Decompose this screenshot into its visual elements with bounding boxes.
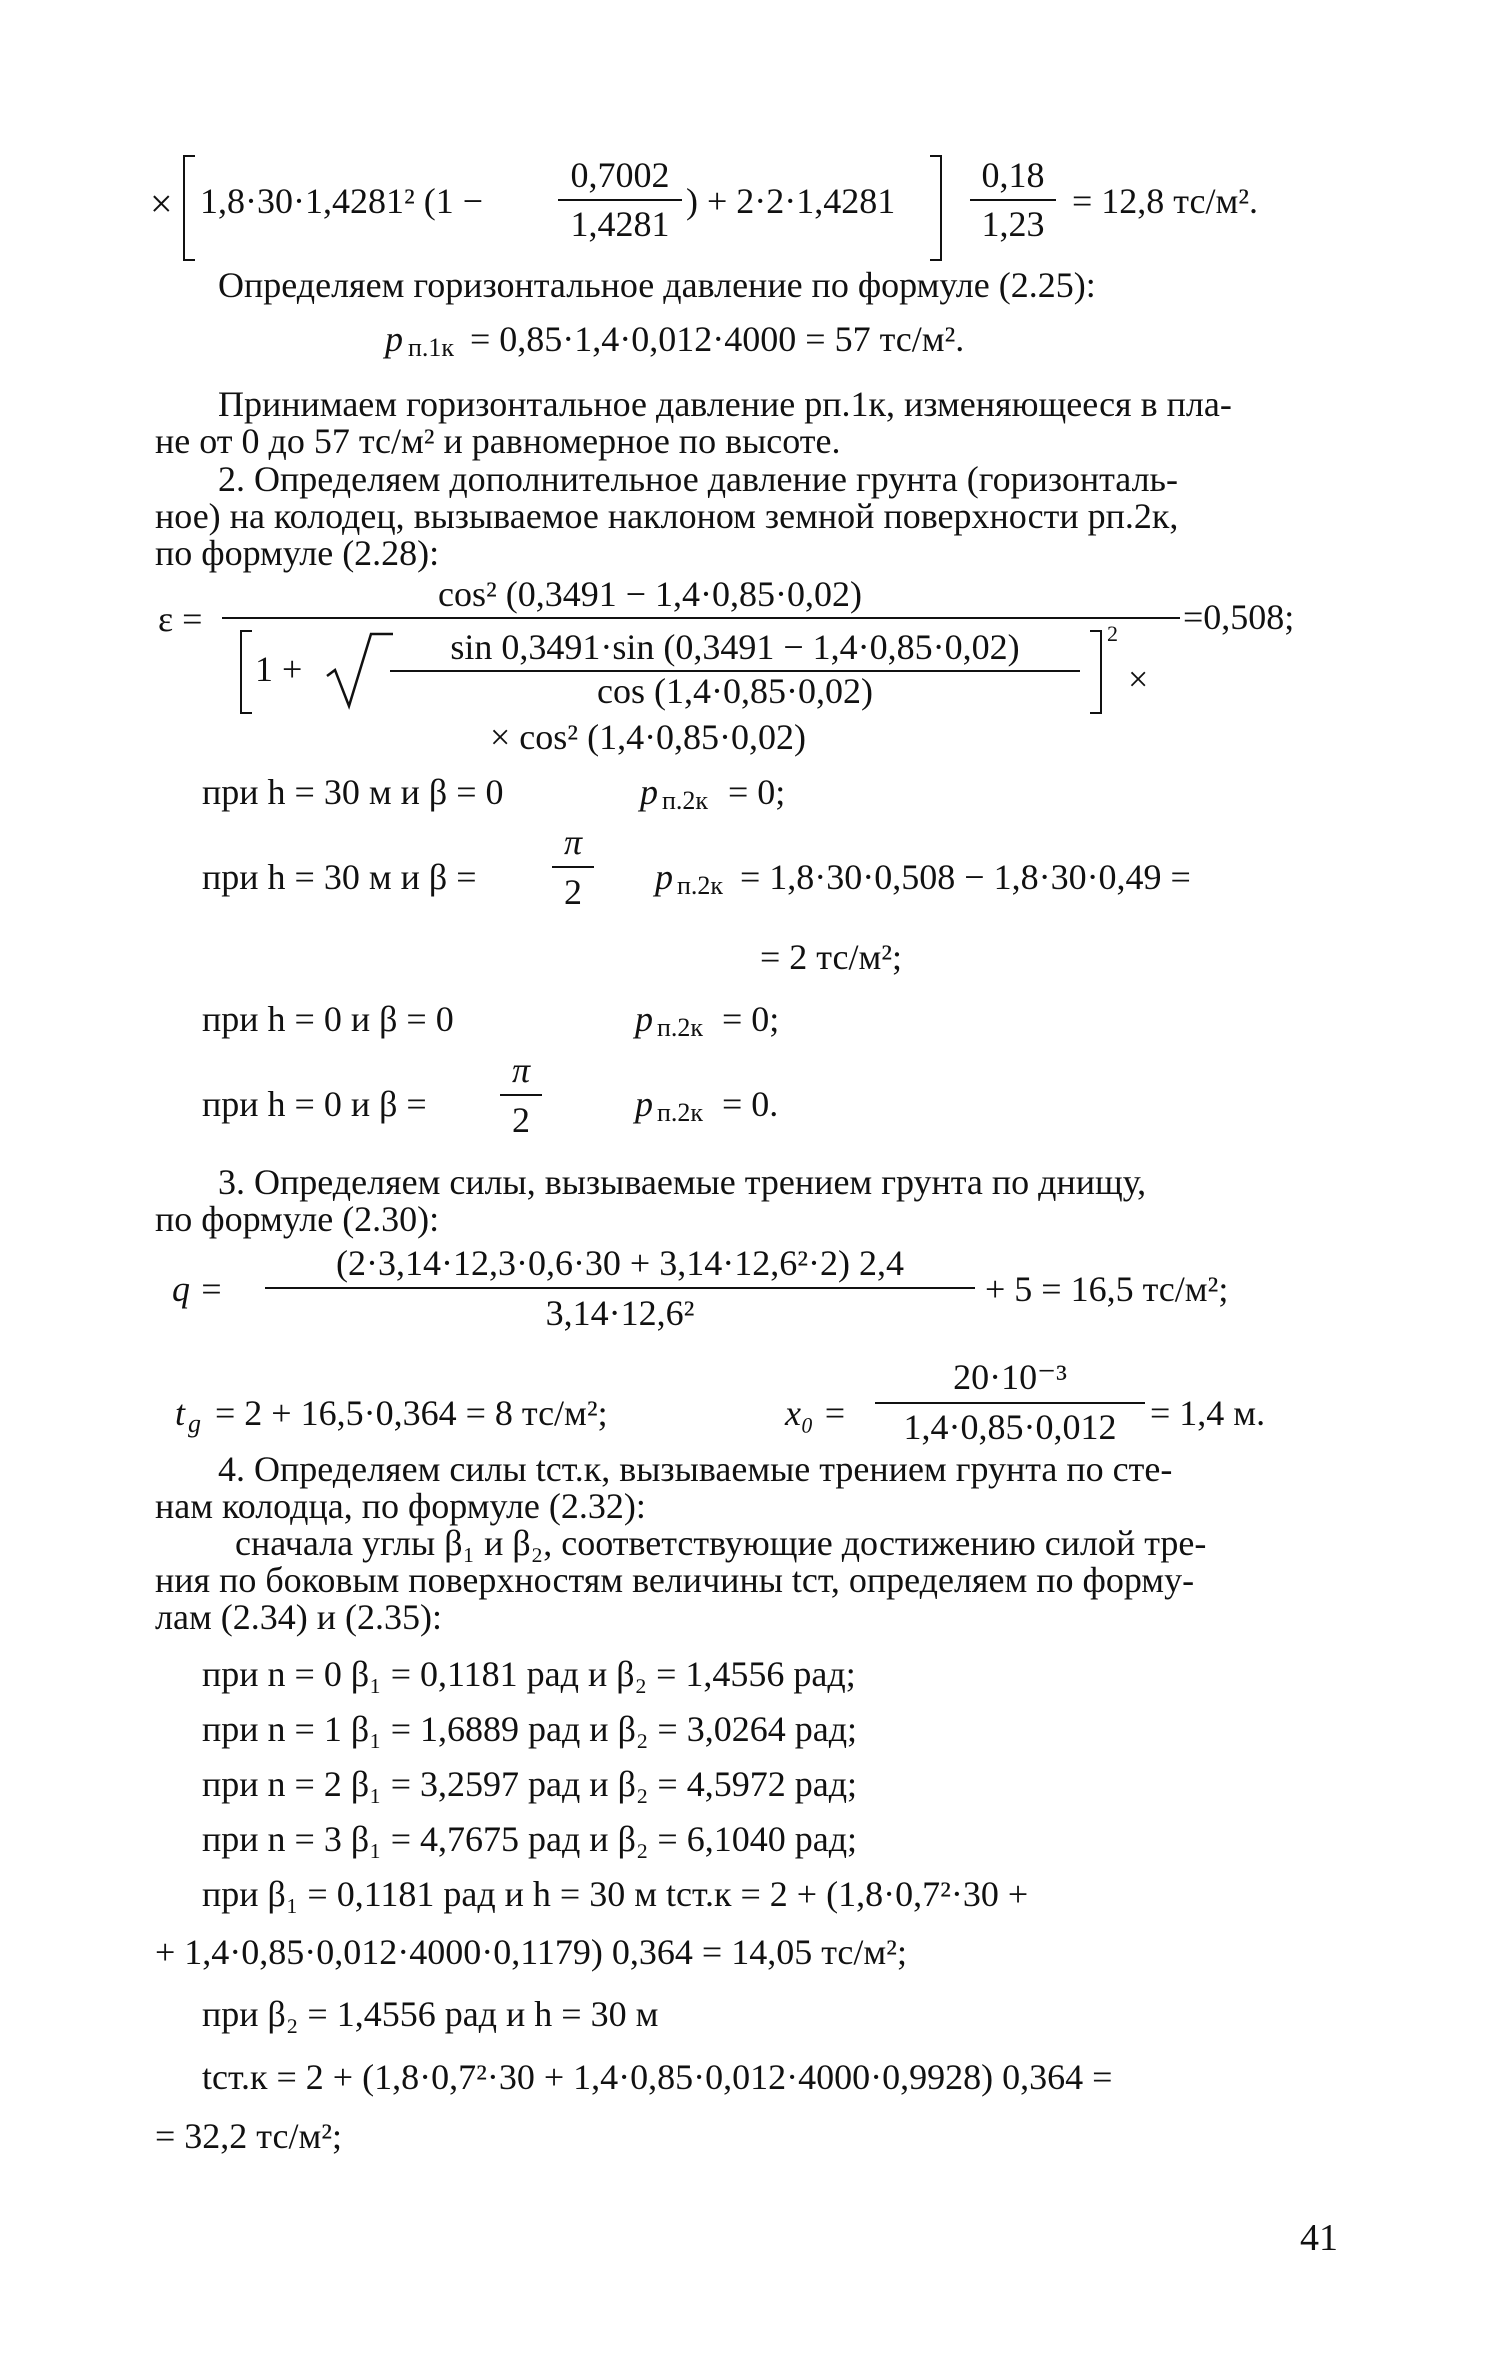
- x0-lhs: x₀ =: [785, 1393, 847, 1433]
- para-accept-line2: не от 0 до 57 тс/м² и равномерное по высоте.: [155, 421, 841, 461]
- case-p2k-4-pre: при h = 0 и β =: [202, 1084, 427, 1124]
- tg-sub: g: [188, 1409, 201, 1438]
- q-lhs: q =: [172, 1269, 224, 1309]
- case-p2k-4-pi: π: [511, 1050, 531, 1090]
- beta-case-n2: при n = 2 β₁ = 3,2597 рад и β₂ = 4,5972 рад;: [202, 1764, 858, 1804]
- case-p2k-3-rhs: = 0;: [722, 999, 780, 1039]
- tst1-line1: при β₁ = 0,1181 рад и h = 30 м tст.к = 2 + (1,8·0,7²·30 +: [202, 1874, 1029, 1914]
- q-den: 3,14·12,6²: [545, 1293, 695, 1333]
- case-p2k-3-p: p: [635, 999, 653, 1039]
- para-3-line1: 3. Определяем силы, вызываемые трением грунта по днищу,: [218, 1162, 1147, 1202]
- eq2-rhs: = 0,85·1,4·0,012·4000 = 57 тс/м².: [470, 319, 965, 359]
- case-p2k-4-sub: п.2к: [657, 1098, 704, 1127]
- para-4-line5: лам (2.34) и (2.35):: [155, 1597, 442, 1637]
- right-bracket: [930, 155, 942, 261]
- case-p2k-2-rhs: = 1,8·30·0,508 − 1,8·30·0,49 =: [740, 857, 1191, 897]
- case-p2k-2-cont: = 2 тс/м²;: [760, 937, 903, 977]
- eq1-result: = 12,8 тс/м².: [1072, 181, 1259, 221]
- case-p2k-2-two: 2: [564, 872, 582, 912]
- eq2-lhs: p: [385, 319, 403, 359]
- case-p2k-2-p: p: [655, 857, 673, 897]
- para-2-line3: по формуле (2.28):: [155, 533, 440, 573]
- beta-case-n3: при n = 3 β₁ = 4,7675 рад и β₂ = 6,1040 рад;: [202, 1819, 858, 1859]
- radical-sign-icon: [325, 628, 395, 710]
- eq2-sub: п.1к: [408, 333, 455, 362]
- x0-frac-bar: [875, 1402, 1145, 1404]
- eq1-frac2-num: 0,18: [981, 155, 1045, 195]
- eq1-frac2-den: 1,23: [981, 204, 1045, 244]
- x0-res: = 1,4 м.: [1150, 1393, 1266, 1433]
- eps-main-bar: [222, 617, 1180, 619]
- eq1-rest: ) + 2·2·1,4281: [686, 181, 896, 221]
- para-2-line2: ное) на колодец, вызываемое наклоном земной поверхности pп.2к,: [155, 496, 1179, 536]
- case-p2k-2-pi: π: [563, 822, 583, 862]
- eps-root-den: cos (1,4·0,85·0,02): [597, 671, 873, 711]
- eq1-frac1-den: 1,4281: [570, 204, 670, 244]
- page-number: 41: [1300, 2217, 1338, 2259]
- q-num: (2·3,14·12,3·0,6·30 + 3,14·12,6²·2) 2,4: [335, 1243, 904, 1283]
- case-p2k-4-p: p: [635, 1084, 653, 1124]
- eq1-frac1-num: 0,7002: [570, 155, 670, 195]
- tst2-line2: tст.к = 2 + (1,8·0,7²·30 + 1,4·0,85·0,012·4000·0,9928) 0,364 =: [202, 2057, 1113, 2097]
- eps-tail: × cos² (1,4·0,85·0,02): [490, 717, 807, 757]
- beta-case-n0: при n = 0 β₁ = 0,1181 рад и β₂ = 1,4556 рад;: [202, 1654, 856, 1694]
- eps-numerator: cos² (0,3491 − 1,4·0,85·0,02): [437, 574, 863, 614]
- tg-lhs: t: [175, 1393, 186, 1433]
- beta-case-n1: при n = 1 β₁ = 1,6889 рад и β₂ = 3,0264 рад;: [202, 1709, 858, 1749]
- eq1-main: 1,8·30·1,4281² (1 −: [200, 181, 484, 221]
- case-p2k-3-sub: п.2к: [657, 1013, 704, 1042]
- para-horizontal: Определяем горизонтальное давление по формуле (2.25):: [218, 265, 1096, 305]
- times-sign: ×: [150, 181, 173, 226]
- eps-times: ×: [1128, 659, 1149, 699]
- para-4-line1: 4. Определяем силы tст.к, вызываемые трением грунта по сте-: [218, 1449, 1173, 1489]
- eps-left-bracket: [240, 630, 252, 714]
- left-bracket: [183, 155, 195, 261]
- para-3-line2: по формуле (2.30):: [155, 1199, 440, 1239]
- eq1-frac2-bar: [970, 199, 1056, 201]
- tst2-line3: = 32,2 тс/м²;: [155, 2116, 343, 2156]
- eq1-frac1-bar: [558, 199, 682, 201]
- para-accept-line1: Принимаем горизонтальное давление pп.1к, изменяющееся в пла-: [218, 384, 1232, 424]
- tst1-line2: + 1,4·0,85·0,012·4000·0,1179) 0,364 = 14,05 тс/м²;: [155, 1932, 907, 1972]
- q-frac-bar: [265, 1287, 975, 1289]
- eps-right-bracket: [1090, 630, 1102, 714]
- case-p2k-3-pre: при h = 0 и β = 0: [202, 999, 454, 1039]
- tg-rhs: = 2 + 16,5·0,364 = 8 тс/м²;: [215, 1393, 608, 1433]
- x0-den: 1,4·0,85·0,012: [903, 1407, 1117, 1447]
- x0-num: 20·10⁻³: [953, 1357, 1067, 1397]
- case-p2k-4-frac-bar: [500, 1094, 542, 1096]
- para-4-line3: сначала углы β₁ и β₂, соответствующие достижению силой тре-: [235, 1523, 1207, 1563]
- case-p2k-4-rhs: = 0.: [722, 1084, 779, 1124]
- case-p2k-2-pre: при h = 30 м и β =: [202, 857, 477, 897]
- case-p2k-4-two: 2: [512, 1100, 530, 1140]
- case-p2k-2-sub: п.2к: [677, 871, 724, 900]
- eps-root-num: sin 0,3491·sin (0,3491 − 1,4·0,85·0,02): [450, 627, 1020, 667]
- q-rhs: + 5 = 16,5 тс/м²;: [985, 1269, 1229, 1309]
- eps-result: =0,508;: [1183, 597, 1295, 637]
- case-p2k-1-pre: при h = 30 м и β = 0: [202, 772, 504, 812]
- tst2-line1: при β₂ = 1,4556 рад и h = 30 м: [202, 1994, 659, 2034]
- case-p2k-1-p: p: [640, 772, 658, 812]
- case-p2k-1-rhs: = 0;: [728, 772, 786, 812]
- para-4-line4: ния по боковым поверхностям величины tст, определяем по форму-: [155, 1560, 1195, 1600]
- case-p2k-1-sub: п.2к: [662, 786, 709, 815]
- para-2-line1: 2. Определяем дополнительное давление грунта (горизонталь-: [218, 459, 1178, 499]
- eps-square: 2: [1107, 621, 1118, 646]
- para-4-line2: нам колодца, по формуле (2.32):: [155, 1486, 646, 1526]
- case-p2k-2-frac-bar: [552, 866, 594, 868]
- eps-lhs: ε =: [158, 599, 203, 639]
- eps-one-plus: 1 +: [255, 649, 303, 689]
